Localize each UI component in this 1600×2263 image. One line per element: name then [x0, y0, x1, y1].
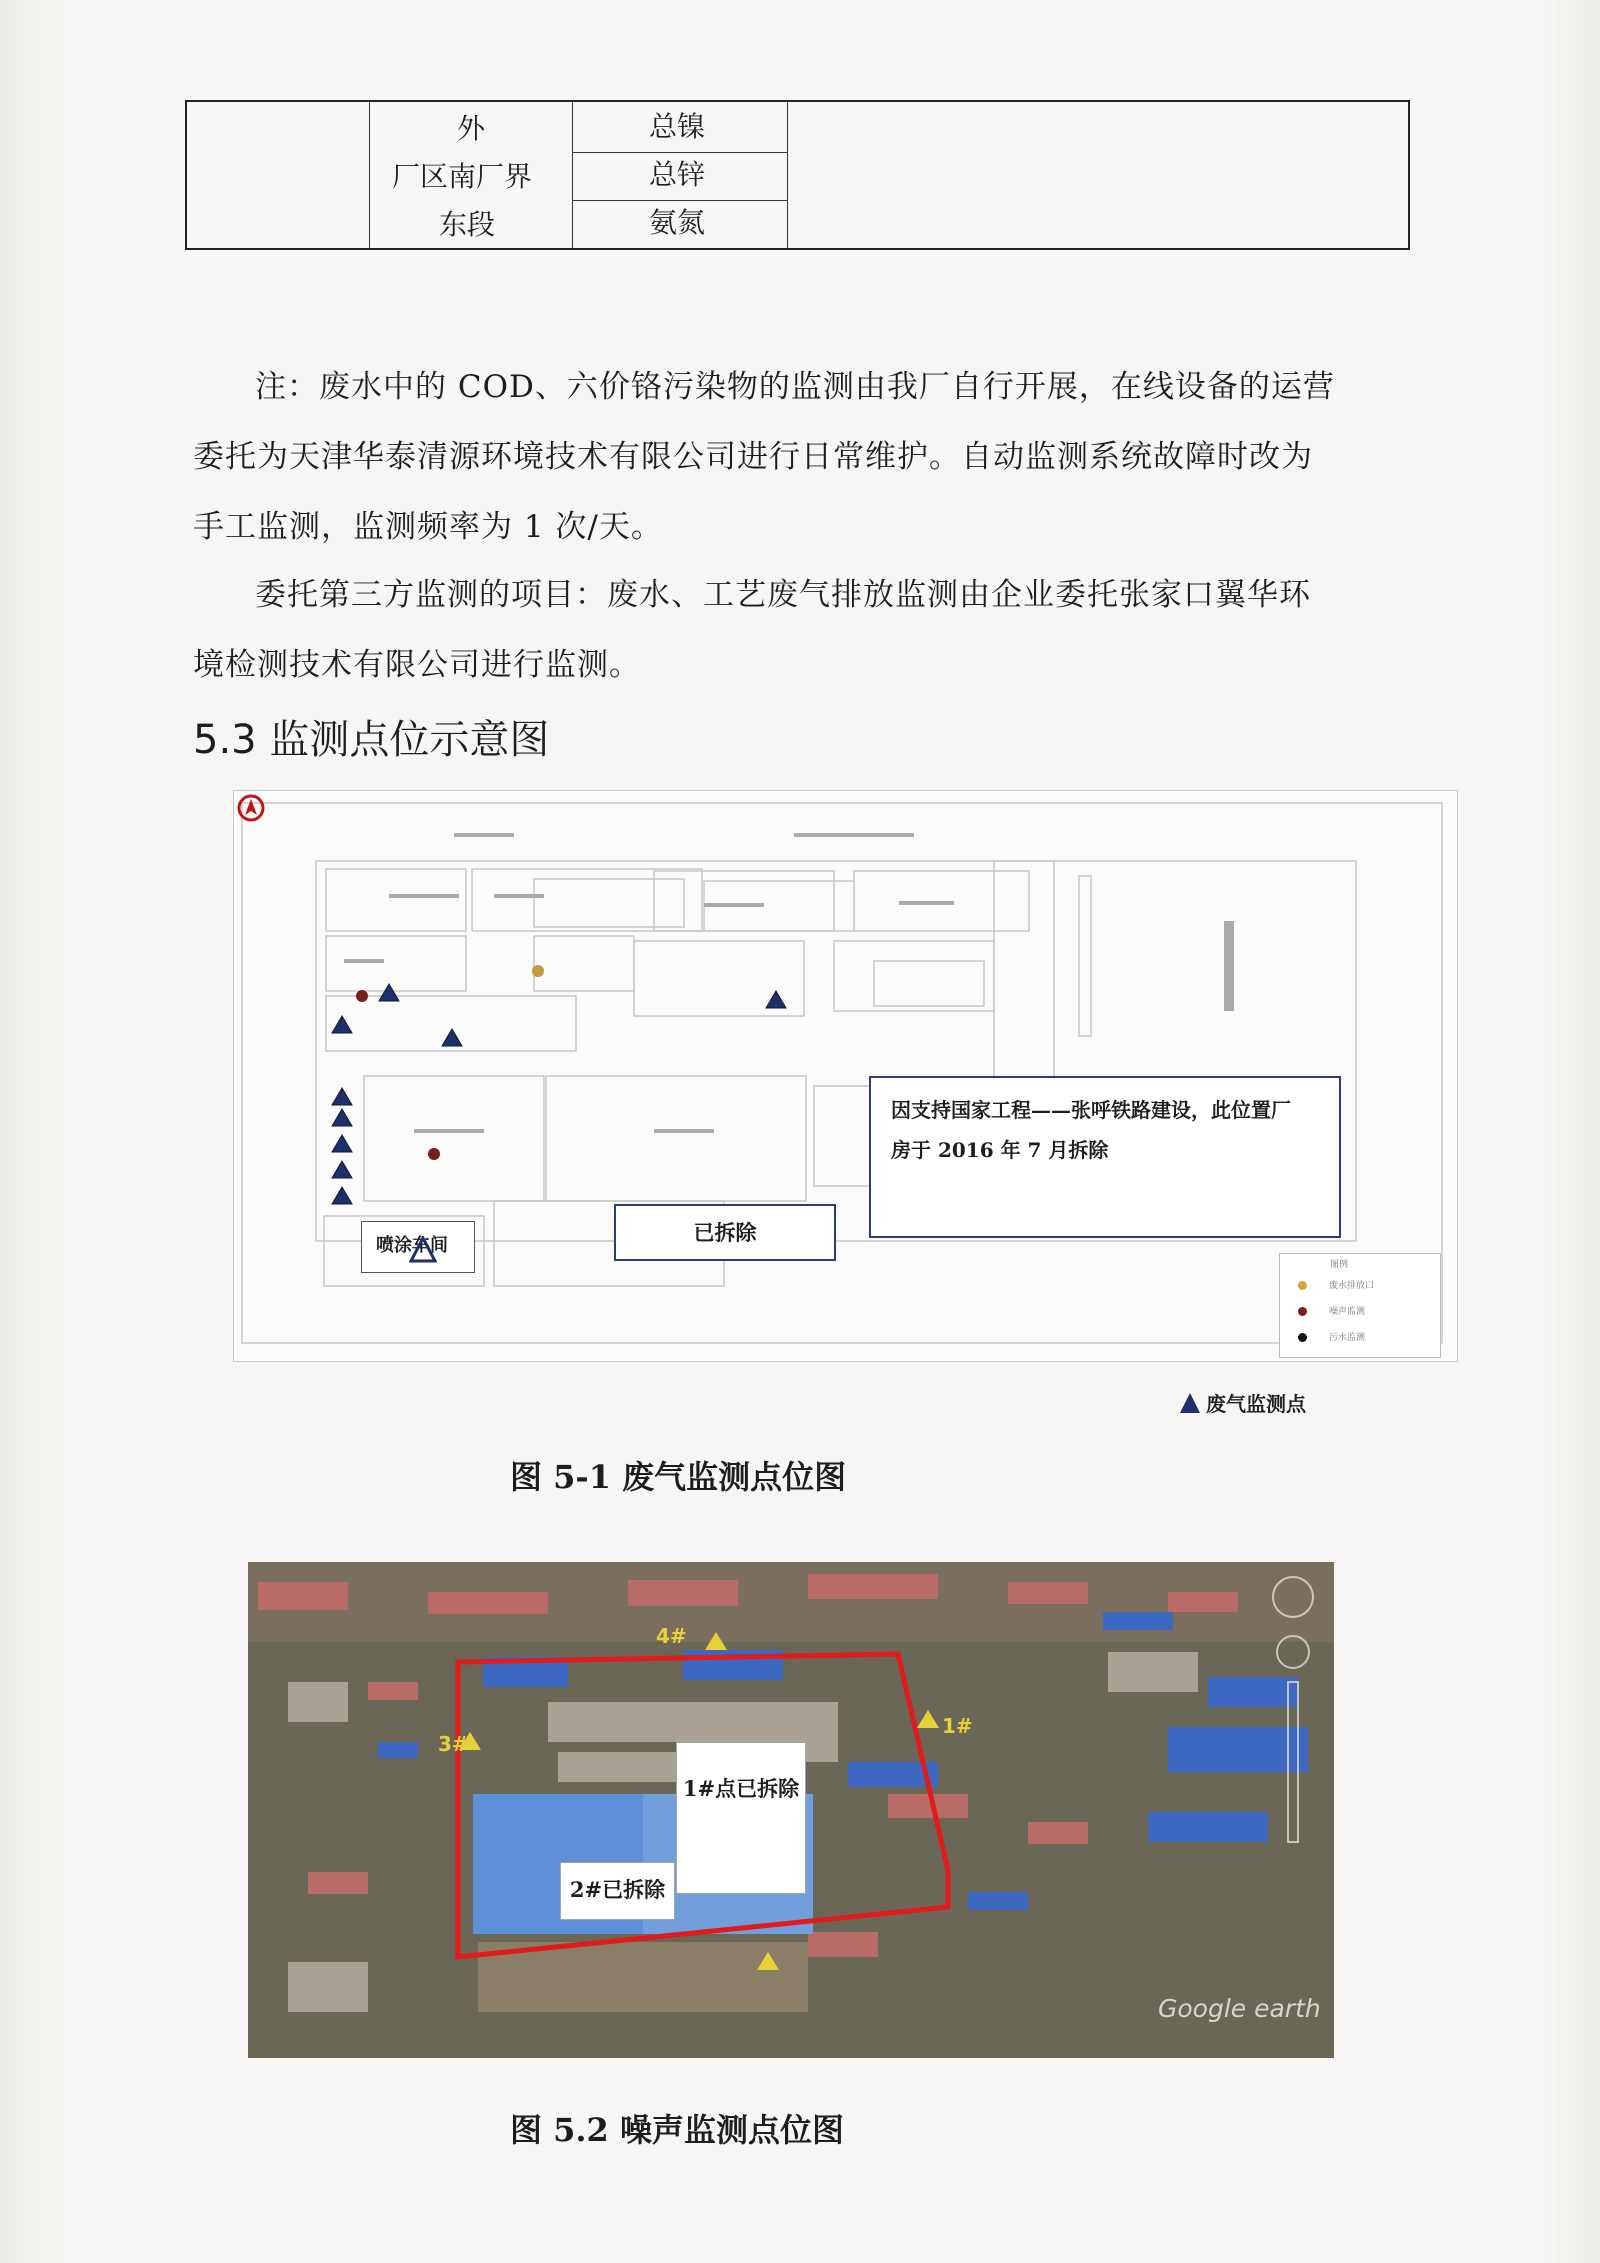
note-paragraph: [193, 352, 1413, 562]
plan-legend: [1279, 1253, 1441, 1358]
figure1-caption: 图 5-1 废气监测点位图: [510, 1458, 847, 1496]
monitoring-table: [185, 100, 1410, 250]
text-line: 委托第三方监测的项目：废水、工艺废气排放监测由企业委托张家口翼华环: [255, 577, 1311, 613]
north-arrow-icon: [234, 791, 268, 825]
section-heading: 5.3 监测点位示意图: [193, 717, 550, 763]
workshop-marker-icon: [409, 1236, 437, 1264]
legend-dot-icon: [1298, 1333, 1307, 1342]
legend-item: [1298, 1304, 1365, 1317]
table-divider: [572, 200, 787, 201]
text-line: 委托为天津华泰清源环境技术有限公司进行日常维护。自动监测系统故障时改为: [193, 439, 1313, 475]
legend-item: [1298, 1330, 1365, 1343]
marker-legend-label: 废气监测点: [1206, 1392, 1306, 1416]
table-divider: [572, 102, 573, 248]
exhaust-monitoring-plan: [233, 790, 1458, 1362]
figure2-caption: 图 5.2 噪声监测点位图: [510, 2111, 844, 2149]
point-label: 1#: [942, 1714, 973, 1738]
spray-workshop-label: 喷涂车间: [361, 1221, 475, 1273]
location-line-2: 厂区南厂界: [392, 160, 533, 193]
table-divider: [787, 102, 788, 248]
demolition-note-box: [869, 1076, 1341, 1238]
legend-dot-icon: [1298, 1307, 1307, 1316]
point2-removed-label: 2#已拆除: [560, 1862, 675, 1920]
noise-monitoring-aerial: [248, 1562, 1334, 2058]
legend-item-label: 废水排放口: [1329, 1281, 1375, 1291]
table-divider: [369, 102, 370, 248]
table-divider: [572, 152, 787, 153]
legend-item-label: 噪声监测: [1329, 1307, 1366, 1317]
item-cell: 总镍: [649, 110, 706, 143]
removed-label: 已拆除: [614, 1204, 836, 1261]
note-line: 因支持国家工程——张呼铁路建设，此位置厂: [891, 1098, 1291, 1122]
legend-item: [1298, 1278, 1374, 1291]
legend-title: 图例: [1330, 1260, 1349, 1270]
note-line: 房于 2016 年 7 月拆除: [891, 1138, 1109, 1162]
map-watermark: Google earth: [1158, 1994, 1321, 2023]
legend-item-label: 污水监测: [1329, 1333, 1366, 1343]
location-line-3: 东段: [439, 208, 496, 241]
point-label: 4#: [656, 1624, 687, 1648]
point1-removed-label: 1#点已拆除: [676, 1742, 806, 1894]
text-line: 手工监测，监测频率为 1 次/天。: [193, 509, 663, 545]
point-label: 3#: [438, 1732, 469, 1756]
item-cell: 氨氮: [649, 206, 706, 239]
text-line: 注：废水中的 COD、六价铬污染物的监测由我厂自行开展，在线设备的运营: [255, 369, 1335, 405]
legend-dot-icon: [1298, 1281, 1307, 1290]
triangle-marker-icon: [1180, 1393, 1200, 1413]
marker-legend: [1180, 1388, 1306, 1417]
item-cell: 总锌: [649, 158, 706, 191]
location-line-1: 外: [457, 112, 486, 145]
text-line: 境检测技术有限公司进行监测。: [193, 647, 641, 683]
third-party-paragraph: [193, 560, 1413, 700]
